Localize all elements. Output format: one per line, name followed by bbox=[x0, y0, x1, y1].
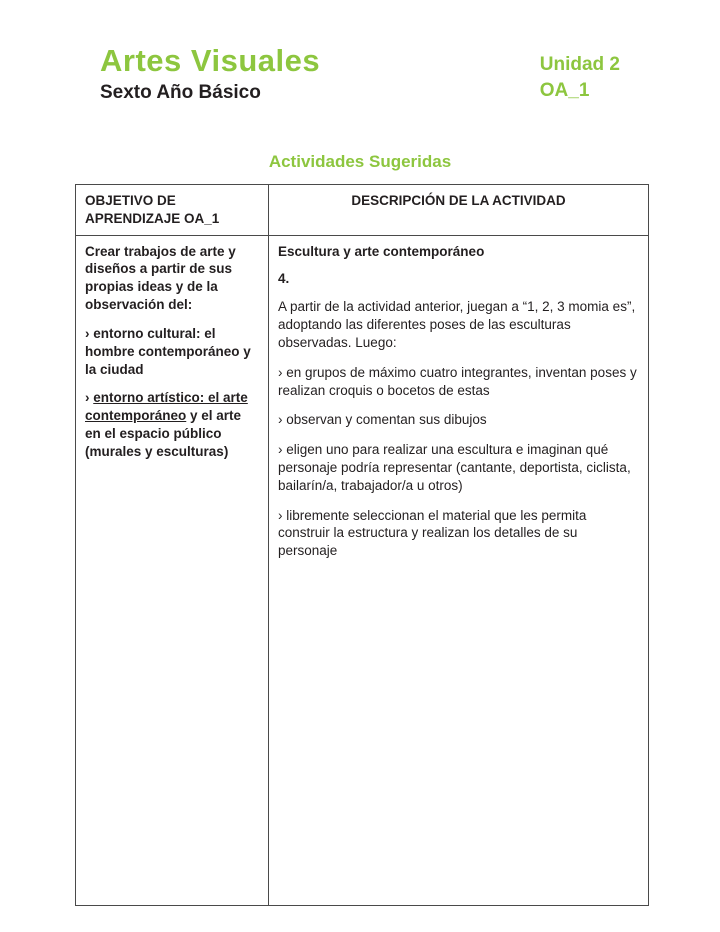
document-header bbox=[0, 0, 720, 104]
header-right-block bbox=[540, 44, 620, 103]
objective-bullet-1: › entorno cultural: el hombre contemporáneo y la ciudad bbox=[85, 325, 251, 377]
section-title: Actividades Sugeridas bbox=[268, 152, 452, 172]
objective-bullet-2 bbox=[85, 389, 259, 460]
activity-bullet-1: › en grupos de máximo cuatro integrantes, inventan poses y realizan croquis o bocetos de estas bbox=[278, 364, 637, 398]
table-header-row bbox=[76, 185, 649, 236]
unit-label: Unidad 2 bbox=[539, 54, 620, 75]
objective-bullet-2-rest: y el arte en el espacio público (murales y esculturas) bbox=[85, 408, 242, 459]
objective-bullet-2-underlined: entorno artístico: el arte contemporáneo bbox=[85, 390, 248, 424]
document-title: Artes Visuales bbox=[100, 43, 321, 78]
activity-bullet-4: › libremente seleccionan el material que les permita construir la estructura y realizan los detalles de su personaje bbox=[278, 507, 587, 559]
header-left-block bbox=[100, 44, 320, 104]
bullet-marker: › bbox=[85, 390, 94, 406]
table-body-row bbox=[76, 235, 649, 905]
objective-column-header: OBJETIVO DE APRENDIZAJE OA_1 bbox=[76, 185, 269, 236]
activity-heading: Escultura y arte contemporáneo bbox=[278, 243, 485, 259]
objective-cell bbox=[76, 235, 269, 905]
oa-label: OA_1 bbox=[539, 79, 590, 101]
objective-intro: Crear trabajos de arte y diseños a partir de sus propias ideas y de la observación del: bbox=[85, 243, 236, 313]
activity-number: 4. bbox=[278, 271, 290, 287]
document-subtitle: Sexto Año Básico bbox=[100, 82, 261, 104]
activities-table bbox=[75, 184, 649, 906]
activity-bullet-3: › eligen uno para realizar una escultura e imaginan qué personaje podría representar (cantante, deportista, ciclista, bailarín/a, trabajador/a u otros) bbox=[278, 442, 631, 493]
description-cell bbox=[269, 235, 649, 905]
description-column-header: DESCRIPCIÓN DE LA ACTIVIDAD bbox=[269, 185, 649, 236]
activity-intro: A partir de la actividad anterior, juegan a “1, 2, 3 momia es”, adoptando las diferentes poses de las esculturas observadas. Luego: bbox=[278, 299, 636, 350]
activity-bullet-2: › observan y comentan sus dibujos bbox=[278, 412, 487, 428]
